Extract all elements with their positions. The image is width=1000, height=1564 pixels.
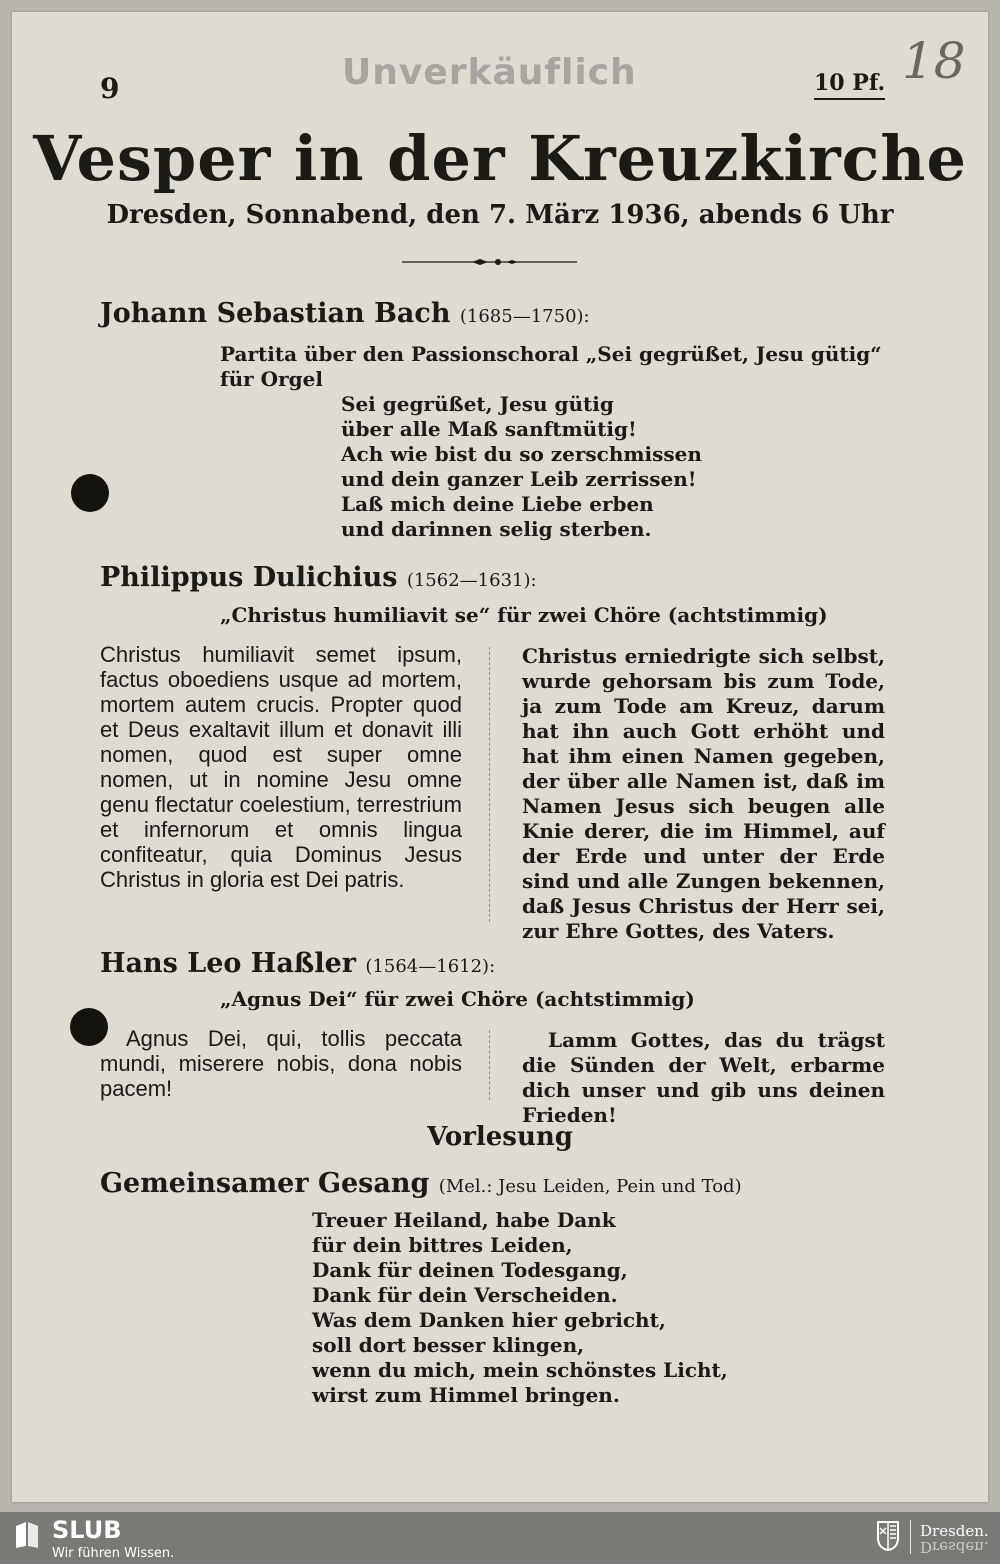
work-title-line2: für Orgel bbox=[220, 367, 323, 391]
footer-bar bbox=[0, 1512, 1000, 1564]
composer-heading-hassler bbox=[100, 948, 495, 979]
hymn-heading bbox=[100, 1168, 742, 1199]
punch-hole bbox=[70, 1008, 108, 1046]
hymn-verse bbox=[312, 1208, 728, 1408]
verse-line: und darinnen selig sterben. bbox=[341, 517, 652, 541]
program-number: 9 bbox=[100, 72, 120, 105]
library-tagline: Wir führen Wissen. bbox=[52, 1546, 175, 1561]
footer-divider bbox=[910, 1520, 911, 1554]
composer-name: Johann Sebastian Bach bbox=[100, 298, 451, 329]
book-icon bbox=[14, 1520, 40, 1550]
verse-line: Dank für dein Verscheiden. bbox=[312, 1283, 618, 1307]
work-title: „Agnus Dei“ für zwei Chöre (achtstimmig) bbox=[220, 987, 695, 1011]
not-for-sale-stamp: Unverkäuflich bbox=[342, 52, 637, 93]
event-subtitle: Dresden, Sonnabend, den 7. März 1936, abends 6 Uhr bbox=[106, 200, 894, 230]
verse-line: und dein ganzer Leib zerrissen! bbox=[341, 467, 697, 491]
verse-line: Sei gegrüßet, Jesu gütig bbox=[341, 392, 614, 416]
punch-hole bbox=[71, 474, 109, 512]
coat-of-arms-icon bbox=[876, 1520, 900, 1552]
handwritten-note: 18 bbox=[902, 32, 966, 90]
work-title: „Christus humiliavit se“ für zwei Chöre (achtstimmig) bbox=[220, 603, 828, 627]
german-translation: Christus erniedrigte sich selbst, wurde gehorsam bis zum Tode, ja zum Tode am Kreuz, darum hat ihn auch Gott erhöht und hat ihm einen Namen gegeben, der über alle Namen ist, daß im Namen Jesus sich beugen alle Knie derer, die im Himmel, auf der Erde und unter der Erde sind und alle Zungen bekennen, daß Jesus Christus der Herr sei, zur Ehre Gottes, des Vaters. bbox=[522, 644, 885, 943]
ornament-divider bbox=[402, 252, 577, 272]
work-title-line1: Partita über den Passionschoral „Sei gegrüßet, Jesu gütig“ bbox=[220, 342, 882, 366]
verse-line: Treuer Heiland, habe Dank bbox=[312, 1208, 616, 1232]
program-sheet bbox=[12, 12, 988, 1502]
composer-years: (1564—1612): bbox=[365, 956, 496, 977]
page-title: Vesper in der Kreuzkirche bbox=[33, 122, 967, 195]
column-divider bbox=[489, 1030, 490, 1100]
verse-line: Laß mich deine Liebe erben bbox=[341, 492, 654, 516]
chorale-verse bbox=[341, 392, 702, 542]
library-name: SLUB bbox=[52, 1516, 122, 1544]
composer-name: Philippus Dulichius bbox=[100, 562, 398, 593]
column-divider bbox=[489, 647, 490, 922]
price: 10 Pf. bbox=[814, 70, 885, 100]
verse-line: soll dort besser klingen, bbox=[312, 1333, 585, 1357]
composer-heading-dulichius bbox=[100, 562, 537, 593]
german-translation: Lamm Gottes, das du trägst die Sünden der Welt, erbarme dich unser und gib uns deinen Frieden! bbox=[522, 1028, 885, 1127]
hymn-title: Gemeinsamer Gesang bbox=[100, 1168, 430, 1199]
latin-text: Christus humiliavit semet ipsum, factus oboediens usque ad mortem, mortem autem crucis. Propter quod et Deus exaltavit illum et donavit illi nomen, quod est super omne nomen, ut in nomine Jesu omne genu flectatur coelestium, terrestrium et infernorum et omnis lingua confiteatur, quia Dominus Jesus Christus in gloria est Dei patris. bbox=[100, 642, 462, 892]
verse-line: wenn du mich, mein schönstes Licht, bbox=[312, 1358, 728, 1382]
verse-line: Ach wie bist du so zerschmissen bbox=[341, 442, 702, 466]
city-logo-reflection: Dresden. bbox=[920, 1538, 989, 1556]
composer-years: (1685—1750): bbox=[459, 306, 590, 327]
composer-heading-bach bbox=[100, 298, 590, 329]
composer-name: Hans Leo Haßler bbox=[100, 948, 356, 979]
verse-line: wirst zum Himmel bringen. bbox=[312, 1383, 620, 1407]
verse-line: für dein bittres Leiden, bbox=[312, 1233, 573, 1257]
composer-years: (1562—1631): bbox=[406, 570, 537, 591]
reading-heading: Vorlesung bbox=[427, 1122, 573, 1152]
city-logo-text: Dresden. bbox=[920, 1522, 989, 1540]
hymn-melody: (Mel.: Jesu Leiden, Pein und Tod) bbox=[438, 1176, 742, 1197]
latin-text: Agnus Dei, qui, tollis peccata mundi, miserere nobis, dona nobis pacem! bbox=[100, 1026, 462, 1101]
verse-line: Dank für deinen Todesgang, bbox=[312, 1258, 628, 1282]
verse-line: Was dem Danken hier gebricht, bbox=[312, 1308, 666, 1332]
verse-line: über alle Maß sanftmütig! bbox=[341, 417, 637, 441]
